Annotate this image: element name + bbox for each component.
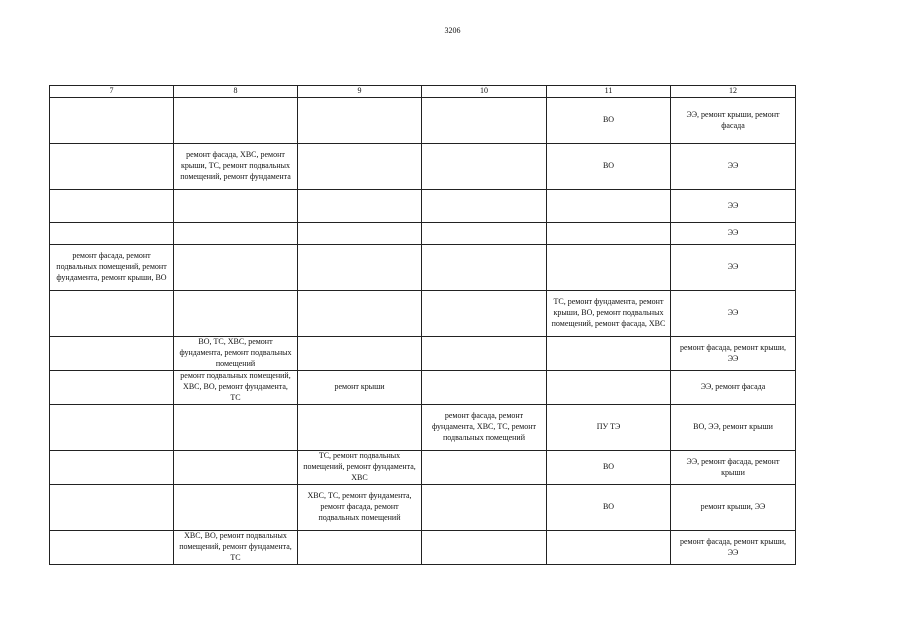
- table-row: [50, 144, 796, 190]
- table-cell: ВО: [547, 98, 671, 144]
- table-cell: ЭЭ, ремонт крыши, ремонт фасада: [671, 98, 796, 144]
- table-cell: [298, 531, 422, 565]
- table-cell: [174, 98, 298, 144]
- table-cell: ЭЭ, ремонт фасада, ремонт крыши: [671, 451, 796, 485]
- table-cell: ремонт крыши, ЭЭ: [671, 485, 796, 531]
- column-header: 12: [671, 86, 796, 98]
- table-cell: [547, 245, 671, 291]
- table-cell: ремонт фасада, ХВС, ремонт крыши, ТС, ремонт подвальных помещений, ремонт фундамента: [174, 144, 298, 190]
- table-cell: [298, 291, 422, 337]
- table-cell: [422, 98, 547, 144]
- table-cell: [547, 531, 671, 565]
- table-cell: [298, 98, 422, 144]
- table-cell: [422, 371, 547, 405]
- table-row: [50, 190, 796, 223]
- table-cell: [298, 405, 422, 451]
- table-cell: [50, 485, 174, 531]
- table-cell: [50, 451, 174, 485]
- table-row: [50, 291, 796, 337]
- table-row: [50, 337, 796, 371]
- table-cell: [50, 144, 174, 190]
- table-cell: ВО: [547, 485, 671, 531]
- table-cell: ПУ ТЭ: [547, 405, 671, 451]
- table-cell: [547, 337, 671, 371]
- table-cell: ЭЭ: [671, 291, 796, 337]
- data-table: [49, 85, 796, 565]
- table-cell: [50, 531, 174, 565]
- table-cell: [174, 405, 298, 451]
- table-cell: [422, 531, 547, 565]
- table-cell: [50, 371, 174, 405]
- table-cell: ВО, ТС, ХВС, ремонт фундамента, ремонт подвальных помещений: [174, 337, 298, 371]
- table-row: [50, 223, 796, 245]
- table-cell: [174, 245, 298, 291]
- table-cell: [422, 223, 547, 245]
- table-row: [50, 405, 796, 451]
- table-cell: [174, 190, 298, 223]
- table-cell: [422, 190, 547, 223]
- table-cell: [50, 291, 174, 337]
- table-cell: ВО, ЭЭ, ремонт крыши: [671, 405, 796, 451]
- table-cell: [298, 337, 422, 371]
- table-cell: ЭЭ: [671, 190, 796, 223]
- table-cell: ремонт фасада, ремонт подвальных помещений, ремонт фундамента, ремонт крыши, ВО: [50, 245, 174, 291]
- table-cell: ЭЭ: [671, 245, 796, 291]
- table-cell: [50, 190, 174, 223]
- table-cell: [422, 144, 547, 190]
- table-row: [50, 451, 796, 485]
- table-row: [50, 485, 796, 531]
- page-number: 3206: [444, 26, 461, 35]
- table-cell: ЭЭ: [671, 223, 796, 245]
- table-cell: [298, 245, 422, 291]
- column-header: 8: [174, 86, 298, 98]
- table-cell: ЭЭ: [671, 144, 796, 190]
- column-header: 10: [422, 86, 547, 98]
- table-cell: [174, 223, 298, 245]
- table-cell: ВО: [547, 144, 671, 190]
- table-cell: [298, 223, 422, 245]
- table-cell: ТС, ремонт фундамента, ремонт крыши, ВО, ремонт подвальных помещений, ремонт фасада, ХВС: [547, 291, 671, 337]
- table-cell: [50, 98, 174, 144]
- table-cell: ТС, ремонт подвальных помещений, ремонт фундамента, ХВС: [298, 451, 422, 485]
- column-header: 9: [298, 86, 422, 98]
- column-header: 7: [50, 86, 174, 98]
- table-cell: ремонт фасада, ремонт фундамента, ХВС, ТС, ремонт подвальных помещений: [422, 405, 547, 451]
- table-cell: ВО: [547, 451, 671, 485]
- table-cell: [422, 291, 547, 337]
- table-cell: [50, 337, 174, 371]
- table-cell: [547, 190, 671, 223]
- table-row: [50, 98, 796, 144]
- table-cell: [174, 291, 298, 337]
- table-cell: [298, 190, 422, 223]
- table-cell: [174, 451, 298, 485]
- table-cell: [298, 144, 422, 190]
- table-cell: ремонт фасада, ремонт крыши, ЭЭ: [671, 531, 796, 565]
- table-cell: ремонт фасада, ремонт крыши, ЭЭ: [671, 337, 796, 371]
- table-cell: ЭЭ, ремонт фасада: [671, 371, 796, 405]
- table-row: [50, 245, 796, 291]
- table-cell: [174, 485, 298, 531]
- table-cell: ремонт подвальных помещений, ХВС, ВО, ремонт фундамента, ТС: [174, 371, 298, 405]
- table-cell: ХВС, ТС, ремонт фундамента, ремонт фасада, ремонт подвальных помещений: [298, 485, 422, 531]
- table-cell: [50, 405, 174, 451]
- column-header: 11: [547, 86, 671, 98]
- table-cell: ХВС, ВО, ремонт подвальных помещений, ремонт фундамента, ТС: [174, 531, 298, 565]
- table-cell: [422, 485, 547, 531]
- table-cell: [547, 371, 671, 405]
- table-cell: [422, 451, 547, 485]
- table-row: [50, 371, 796, 405]
- table-row: [50, 531, 796, 565]
- table-cell: [422, 245, 547, 291]
- table-cell: [422, 337, 547, 371]
- table-cell: ремонт крыши: [298, 371, 422, 405]
- table-cell: [547, 223, 671, 245]
- header-row: [50, 86, 796, 98]
- table-cell: [50, 223, 174, 245]
